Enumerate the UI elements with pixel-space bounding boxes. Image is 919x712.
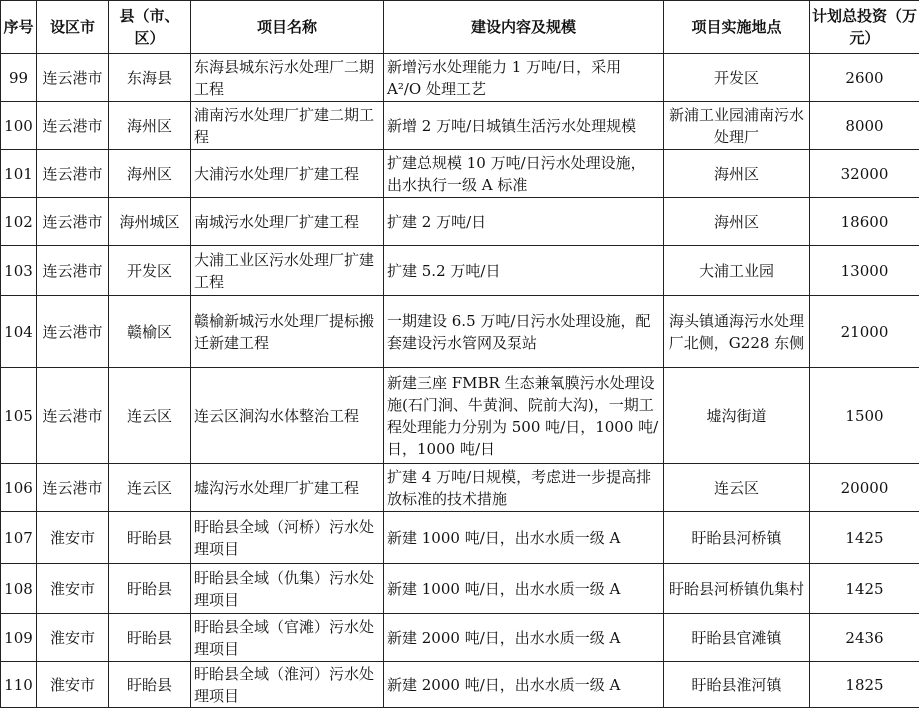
cell-investment: 2436 <box>810 614 919 662</box>
cell-location: 盱眙县官滩镇 <box>664 614 810 662</box>
cell-city: 淮安市 <box>37 512 109 564</box>
cell-city: 连云港市 <box>37 368 109 464</box>
cell-name: 东海县城东污水处理厂二期工程 <box>191 54 384 102</box>
cell-county: 东海县 <box>109 54 191 102</box>
cell-name: 墟沟污水处理厂扩建工程 <box>191 464 384 512</box>
cell-location: 海州区 <box>664 198 810 246</box>
cell-city: 连云港市 <box>37 198 109 246</box>
header-county: 县（市、区） <box>109 1 191 54</box>
cell-content: 新建 2000 吨/日，出水水质一级 A <box>384 614 664 662</box>
cell-city: 淮安市 <box>37 614 109 662</box>
table-row <box>1 512 919 564</box>
cell-name: 盱眙县全域（仇集）污水处理项目 <box>191 564 384 614</box>
cell-county: 盱眙县 <box>109 512 191 564</box>
table-row <box>1 150 919 198</box>
cell-county: 盱眙县 <box>109 614 191 662</box>
cell-city: 连云港市 <box>37 54 109 102</box>
cell-no: 99 <box>1 54 37 102</box>
cell-content: 扩建总规模 10 万吨/日污水处理设施，出水执行一级 A 标准 <box>384 150 664 198</box>
table-row <box>1 246 919 296</box>
table-row <box>1 368 919 464</box>
cell-content: 新增 2 万吨/日城镇生活污水处理规模 <box>384 102 664 150</box>
cell-location: 盱眙县河桥镇仇集村 <box>664 564 810 614</box>
cell-name: 大浦工业区污水处理厂扩建工程 <box>191 246 384 296</box>
cell-content: 新建三座 FMBR 生态兼氧膜污水处理设施(石门涧、牛黄涧、院前大沟)，一期工程处理能力分别为 500 吨/日，1000 吨/日，1000 吨/日 <box>384 368 664 464</box>
cell-location: 海州区 <box>664 150 810 198</box>
cell-investment: 1425 <box>810 512 919 564</box>
cell-no: 103 <box>1 246 37 296</box>
table-row <box>1 198 919 246</box>
header-city: 设区市 <box>37 1 109 54</box>
cell-no: 106 <box>1 464 37 512</box>
cell-county: 盱眙县 <box>109 662 191 708</box>
cell-location: 新浦工业园浦南污水处理厂 <box>664 102 810 150</box>
cell-no: 109 <box>1 614 37 662</box>
cell-city: 连云港市 <box>37 296 109 368</box>
cell-name: 盱眙县全域（淮河）污水处理项目 <box>191 662 384 708</box>
cell-no: 104 <box>1 296 37 368</box>
cell-county: 开发区 <box>109 246 191 296</box>
cell-content: 扩建 5.2 万吨/日 <box>384 246 664 296</box>
cell-investment: 1500 <box>810 368 919 464</box>
cell-name: 南城污水处理厂扩建工程 <box>191 198 384 246</box>
cell-no: 102 <box>1 198 37 246</box>
cell-name: 浦南污水处理厂扩建二期工程 <box>191 102 384 150</box>
cell-content: 新增污水处理能力 1 万吨/日，采用 A²/O 处理工艺 <box>384 54 664 102</box>
table-row <box>1 296 919 368</box>
table-row <box>1 54 919 102</box>
cell-investment: 13000 <box>810 246 919 296</box>
cell-county: 赣榆区 <box>109 296 191 368</box>
cell-investment: 32000 <box>810 150 919 198</box>
cell-no: 101 <box>1 150 37 198</box>
cell-name: 盱眙县全域（官滩）污水处理项目 <box>191 614 384 662</box>
cell-name: 盱眙县全域（河桥）污水处理项目 <box>191 512 384 564</box>
header-row <box>1 1 919 54</box>
cell-location: 开发区 <box>664 54 810 102</box>
cell-no: 105 <box>1 368 37 464</box>
cell-investment: 21000 <box>810 296 919 368</box>
cell-location: 盱眙县河桥镇 <box>664 512 810 564</box>
cell-city: 连云港市 <box>37 246 109 296</box>
cell-location: 墟沟街道 <box>664 368 810 464</box>
cell-investment: 1425 <box>810 564 919 614</box>
cell-name: 连云区涧沟水体整治工程 <box>191 368 384 464</box>
table-row <box>1 614 919 662</box>
cell-investment: 8000 <box>810 102 919 150</box>
cell-county: 海州城区 <box>109 198 191 246</box>
header-name: 项目名称 <box>191 1 384 54</box>
cell-county: 连云区 <box>109 464 191 512</box>
cell-content: 新建 2000 吨/日，出水水质一级 A <box>384 662 664 708</box>
cell-content: 新建 1000 吨/日，出水水质一级 A <box>384 512 664 564</box>
cell-city: 连云港市 <box>37 150 109 198</box>
cell-location: 连云区 <box>664 464 810 512</box>
cell-investment: 18600 <box>810 198 919 246</box>
header-location: 项目实施地点 <box>664 1 810 54</box>
table-row <box>1 564 919 614</box>
cell-no: 110 <box>1 662 37 708</box>
cell-name: 大浦污水处理厂扩建工程 <box>191 150 384 198</box>
table-row <box>1 102 919 150</box>
cell-content: 新建 1000 吨/日，出水水质一级 A <box>384 564 664 614</box>
cell-city: 淮安市 <box>37 564 109 614</box>
header-investment: 计划总投资（万元） <box>810 1 919 54</box>
table-row <box>1 662 919 708</box>
cell-location: 海头镇通海污水处理厂北侧，G228 东侧 <box>664 296 810 368</box>
cell-investment: 20000 <box>810 464 919 512</box>
cell-content: 一期建设 6.5 万吨/日污水处理设施，配套建设污水管网及泵站 <box>384 296 664 368</box>
cell-city: 连云港市 <box>37 464 109 512</box>
cell-name: 赣榆新城污水处理厂提标搬迁新建工程 <box>191 296 384 368</box>
table-row <box>1 464 919 512</box>
cell-county: 海州区 <box>109 102 191 150</box>
cell-content: 扩建 2 万吨/日 <box>384 198 664 246</box>
cell-no: 108 <box>1 564 37 614</box>
cell-location: 盱眙县淮河镇 <box>664 662 810 708</box>
cell-no: 107 <box>1 512 37 564</box>
cell-county: 连云区 <box>109 368 191 464</box>
cell-location: 大浦工业园 <box>664 246 810 296</box>
cell-no: 100 <box>1 102 37 150</box>
cell-county: 海州区 <box>109 150 191 198</box>
header-content: 建设内容及规模 <box>384 1 664 54</box>
cell-content: 扩建 4 万吨/日规模，考虑进一步提高排放标准的技术措施 <box>384 464 664 512</box>
header-no: 序号 <box>1 1 37 54</box>
cell-city: 淮安市 <box>37 662 109 708</box>
cell-city: 连云港市 <box>37 102 109 150</box>
cell-investment: 1825 <box>810 662 919 708</box>
cell-county: 盱眙县 <box>109 564 191 614</box>
cell-investment: 2600 <box>810 54 919 102</box>
